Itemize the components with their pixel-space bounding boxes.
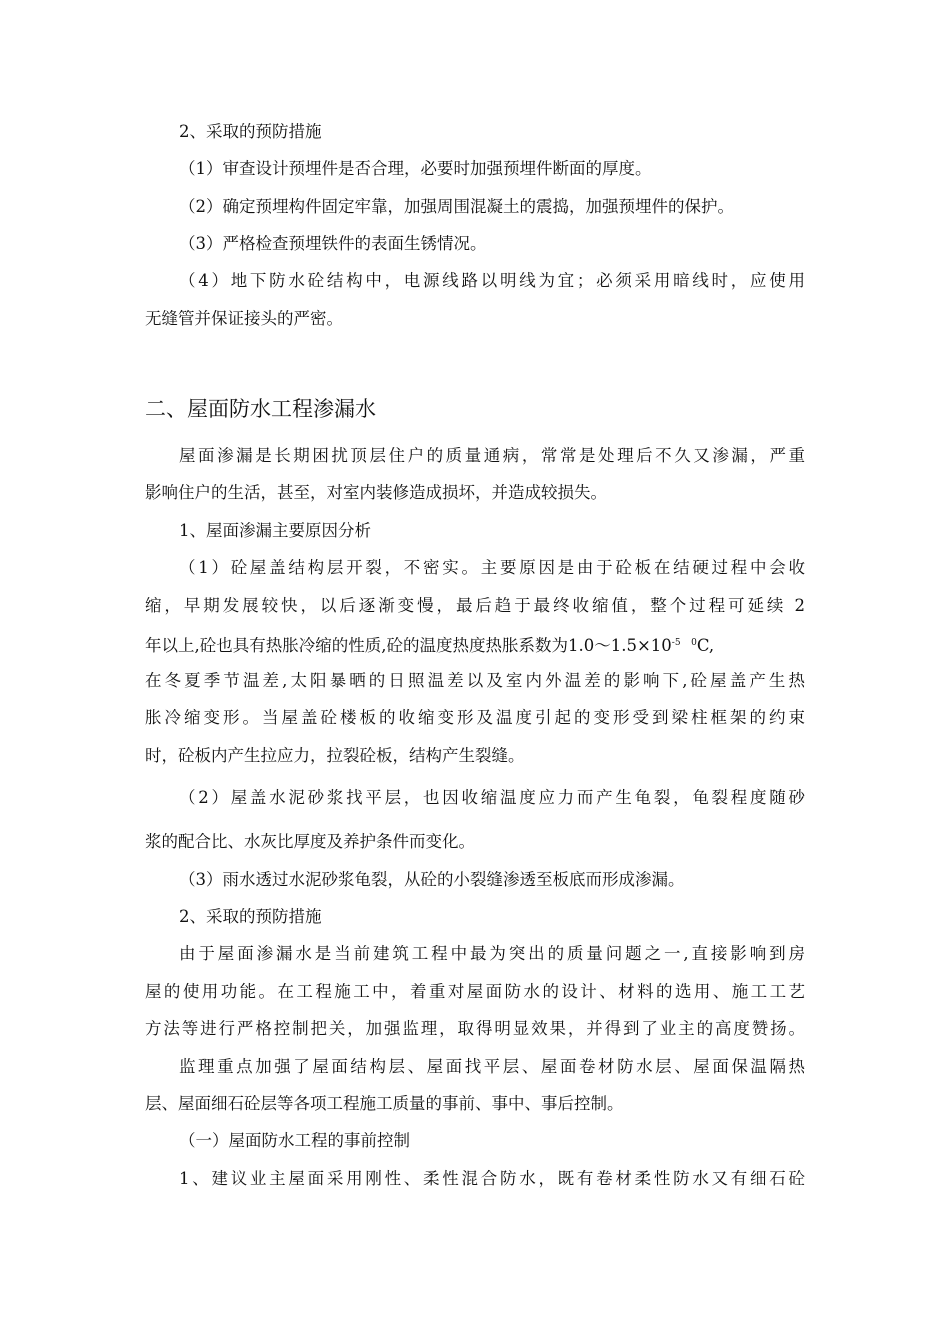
paragraph-line-formula — [145, 632, 805, 657]
paragraph-line: 缩，早期发展较快，以后逐渐变慢，最后趋于最终收缩值，整个过程可延续 2 — [145, 596, 805, 615]
paragraph-line: 时，砼板内产生拉应力，拉裂砼板，结构产生裂缝。 — [145, 746, 525, 765]
paragraph-line: （1）砼屋盖结构层开裂，不密实。主要原因是由于砼板在结硬过程中会收 — [179, 558, 805, 577]
formula-text: 年以上,砼也具有热胀冷缩的性质,砼的温度热度热胀系数为1.0～1.5×10 — [145, 636, 672, 655]
paragraph-line: （1）审查设计预埋件是否合理，必要时加强预埋件断面的厚度。 — [179, 159, 652, 178]
paragraph-line: 屋的使用功能。在工程施工中，着重对屋面防水的设计、材料的选用、施工工艺 — [145, 982, 805, 1001]
section-title: （一）屋面防水工程的事前控制 — [179, 1131, 410, 1150]
paragraph-line: 在冬夏季节温差,太阳暴晒的日照温差以及室内外温差的影响下,砼屋盖产生热 — [145, 671, 805, 690]
paragraph-line: （2）屋盖水泥砂浆找平层，也因收缩温度应力而产生龟裂，龟裂程度随砂 — [179, 788, 805, 807]
section-title: 2、采取的预防措施 — [179, 907, 322, 926]
paragraph-line: （3）雨水透过水泥砂浆龟裂，从砼的小裂缝渗透至板底而形成渗漏。 — [179, 870, 685, 889]
chapter-heading: 二、屋面防水工程渗漏水 — [145, 397, 376, 421]
paragraph-line: 胀冷缩变形。当屋盖砼楼板的收缩变形及温度引起的变形受到梁柱框架的约束 — [145, 708, 805, 727]
paragraph-line: （4）地下防水砼结构中，电源线路以明线为宜；必须采用暗线时，应使用 — [179, 271, 805, 290]
paragraph-line: （2）确定预埋构件固定牢靠，加强周围混凝土的震捣，加强预埋件的保护。 — [179, 197, 734, 216]
section-title: 2、采取的预防措施 — [179, 122, 322, 141]
unit-text: C, — [696, 636, 715, 655]
paragraph-line: （3）严格检查预埋铁件的表面生锈情况。 — [179, 234, 487, 253]
paragraph-line: 浆的配合比、水灰比厚度及养护条件而变化。 — [145, 832, 475, 851]
exponent: -5 — [671, 638, 681, 648]
paragraph-line: 监理重点加强了屋面结构层、屋面找平层、屋面卷材防水层、屋面保温隔热 — [179, 1057, 805, 1076]
paragraph-line: 层、屋面细石砼层等各项工程施工质量的事前、事中、事后控制。 — [145, 1094, 624, 1113]
paragraph-line: 方法等进行严格控制把关，加强监理，取得明显效果，并得到了业主的高度赞扬。 — [145, 1019, 805, 1038]
paragraph-line: 屋面渗漏是长期困扰顶层住户的质量通病，常常是处理后不久又渗漏，严重 — [179, 446, 805, 465]
section-title: 1、屋面渗漏主要原因分析 — [179, 521, 371, 540]
paragraph-line: 无缝管并保证接头的严密。 — [145, 309, 343, 328]
degree-mark: 0 — [691, 638, 697, 648]
paragraph-line: 1、建议业主屋面采用刚性、柔性混合防水，既有卷材柔性防水又有细石砼 — [179, 1169, 805, 1188]
paragraph-line: 由于屋面渗漏水是当前建筑工程中最为突出的质量问题之一,直接影响到房 — [179, 944, 805, 963]
paragraph-line: 影响住户的生活，甚至，对室内装修造成损坏，并造成较损失。 — [145, 483, 607, 502]
